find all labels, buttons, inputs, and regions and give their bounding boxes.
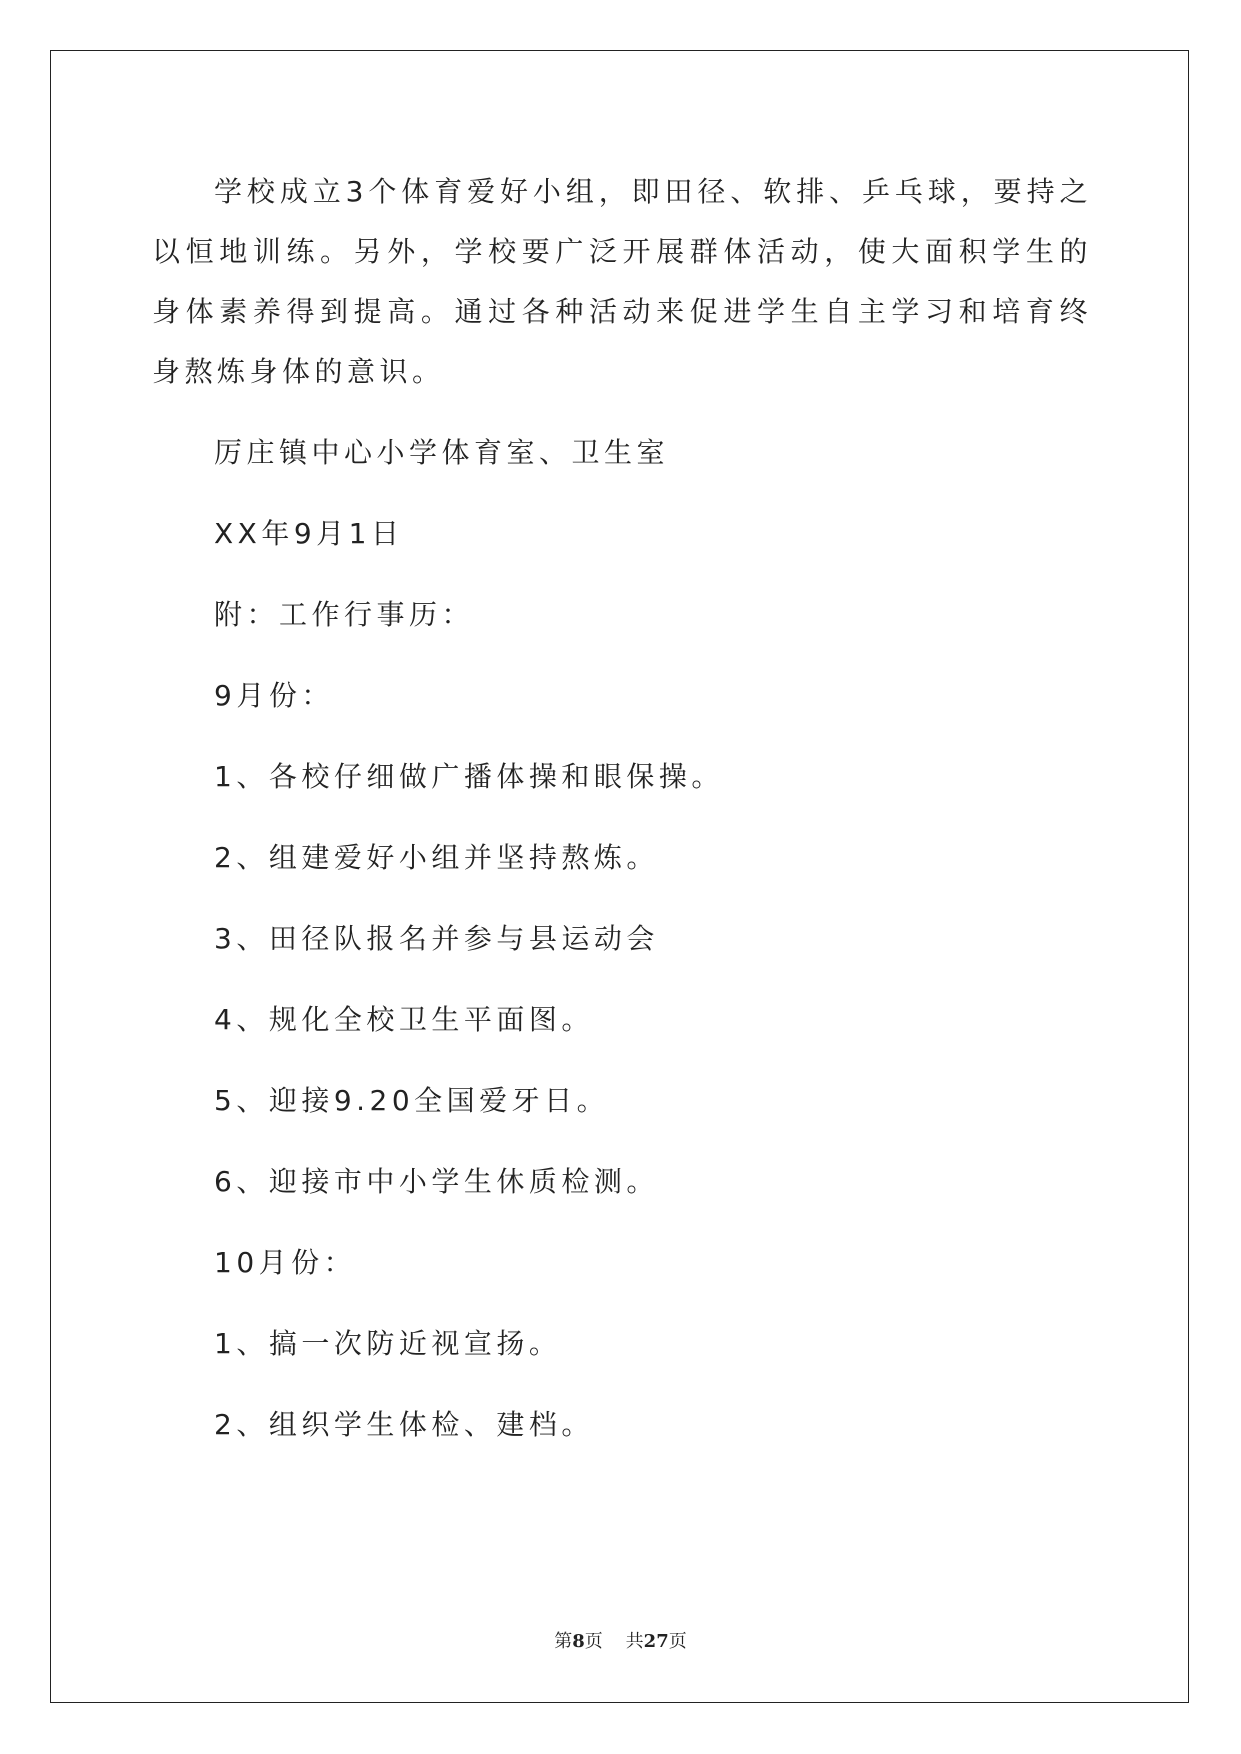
document-body: [152, 162, 1092, 1476]
list-item: 2、组建爱好小组并坚持熬炼。: [214, 841, 659, 874]
list-item: 5、迎接9.20全国爱牙日。: [214, 1084, 610, 1117]
month-heading: 10月份：: [214, 1246, 357, 1279]
signature-date: XX年9月1日: [214, 517, 404, 550]
total-pages: 27: [643, 1631, 669, 1652]
list-item: 4、规化全校卫生平面图。: [214, 1003, 594, 1036]
list-item: 1、各校仔细做广播体操和眼保操。: [214, 760, 724, 793]
page-prefix: 第: [554, 1631, 573, 1652]
page-number: 8: [572, 1631, 585, 1652]
body-paragraph: 学校成立3个体育爱好小组，即田径、软排、乒乓球，要持之以恒地训练。另外，学校要广泛开展群体活动，使大面积学生的身体素养得到提高。通过各种活动来促进学生自主学习和培育终身熬炼身体的意识。: [152, 175, 1092, 388]
page-suffix: 页: [584, 1631, 603, 1652]
list-item: 6、迎接市中小学生休质检测。: [214, 1165, 659, 1198]
total-prefix: 共: [625, 1631, 644, 1652]
page-footer: [0, 1627, 1241, 1653]
appendix-title: 附：工作行事历：: [214, 598, 475, 631]
signature-org: 厉庄镇中心小学体育室、卫生室: [214, 436, 670, 469]
month-heading: 9月份：: [214, 679, 334, 712]
total-suffix: 页: [668, 1631, 687, 1652]
list-item: 1、搞一次防近视宣扬。: [214, 1327, 562, 1360]
list-item: 3、田径队报名并参与县运动会: [214, 922, 659, 955]
list-item: 2、组织学生体检、建档。: [214, 1408, 594, 1441]
